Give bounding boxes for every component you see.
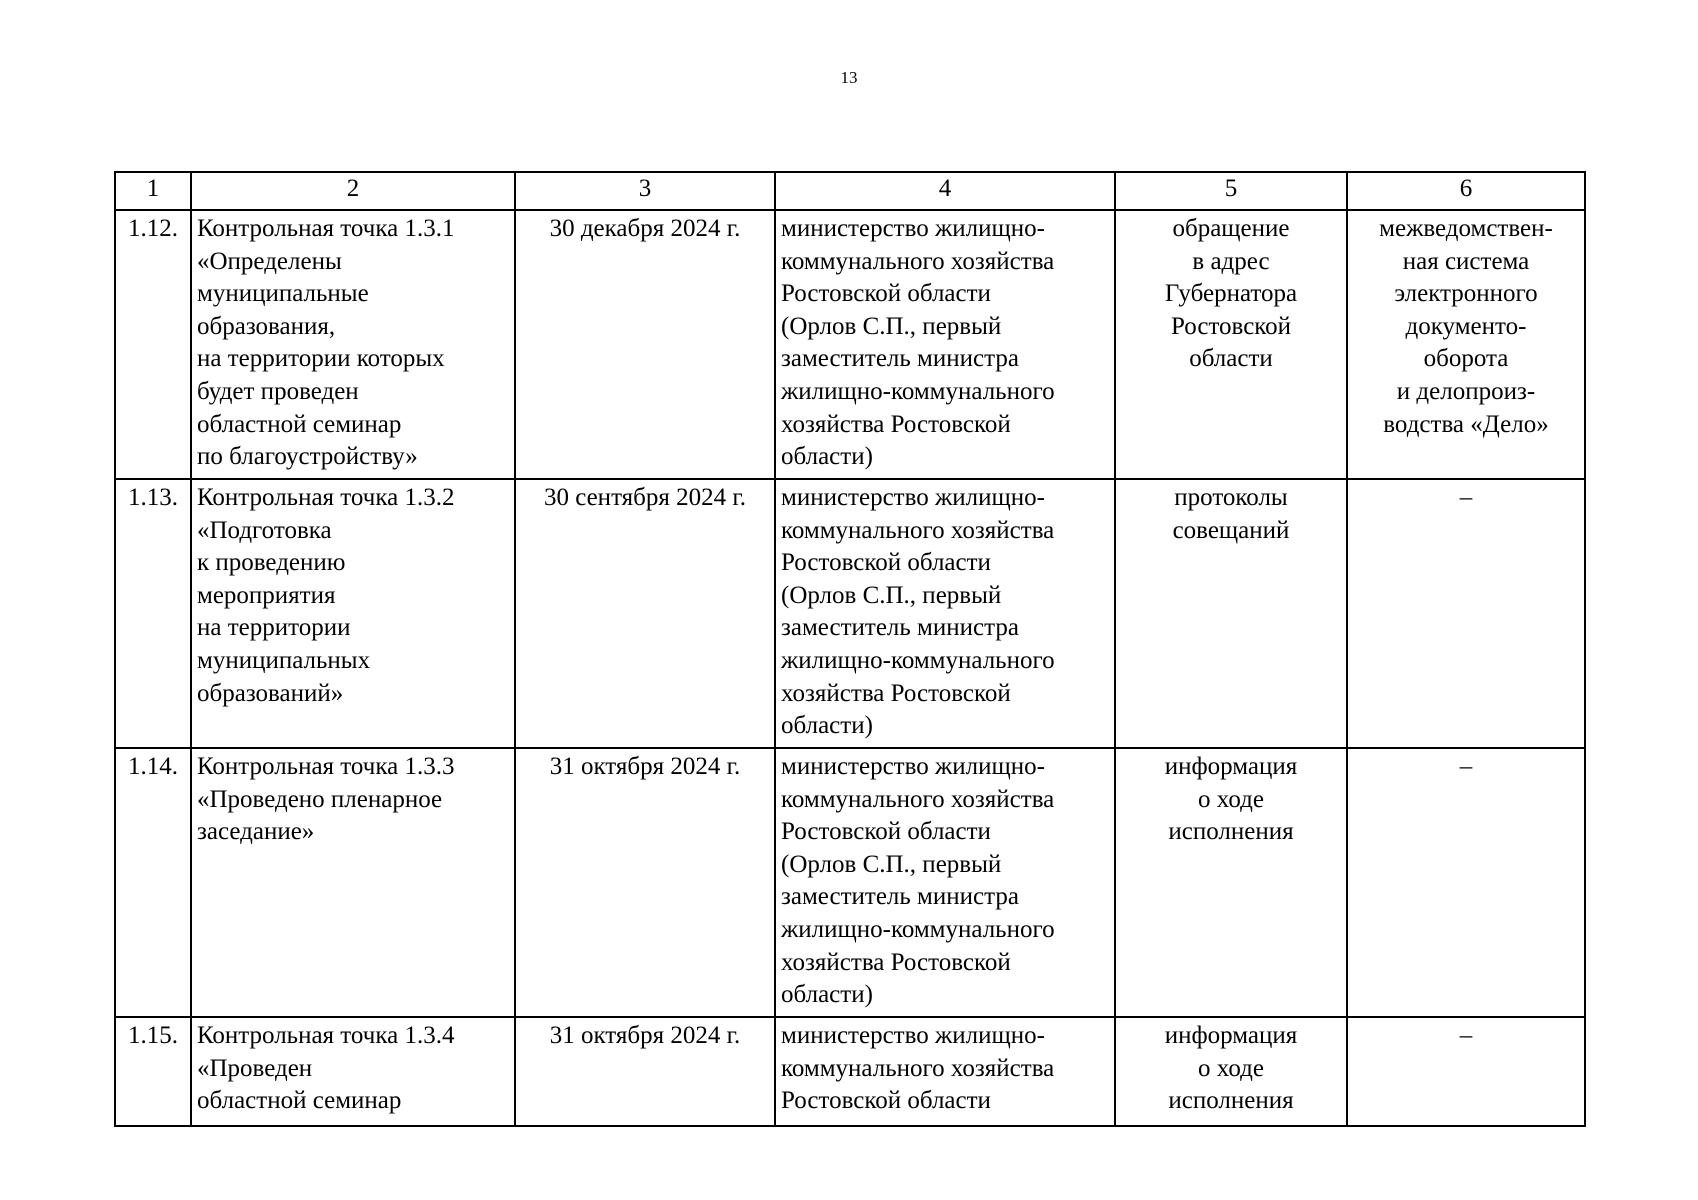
column-header: 6 (1347, 172, 1585, 210)
cell-text-line: документо- (1405, 312, 1527, 340)
deadline-cell: 30 декабря 2024 г. (515, 210, 775, 479)
info-system-cell (1347, 210, 1585, 479)
responsible-cell (775, 210, 1115, 479)
cell-text-line: Ростовской области (781, 818, 991, 846)
cell-text-line: оборота (1423, 345, 1509, 373)
cell-text-line: области (1189, 345, 1273, 373)
row-number-cell: 1.15. (115, 1017, 191, 1126)
cell-text-line: коммунального хозяйства (781, 1054, 1055, 1082)
cell-text-line: информация (1164, 753, 1298, 780)
cell-text-line: заместитель министра (781, 883, 1019, 911)
responsible-cell (775, 748, 1115, 1017)
table-header-row (115, 172, 1585, 210)
cell-text-line: на территории (197, 614, 351, 642)
cell-text-line: протоколы (1174, 484, 1288, 511)
cell-text-line: о ходе (1198, 1054, 1264, 1082)
cell-text-line: исполнения (1168, 1087, 1294, 1115)
cell-text-line: о ходе (1198, 785, 1264, 813)
cell-text-line: обращение (1172, 215, 1290, 242)
cell-text-line: «Проведен (197, 1054, 313, 1082)
cell-text-line: – (1459, 753, 1473, 780)
control-point-name-cell (191, 479, 515, 748)
cell-text-line: коммунального хозяйства (781, 516, 1055, 544)
cell-text-line: хозяйства Ростовской (781, 679, 1011, 707)
control-points-table (114, 171, 1586, 1127)
cell-text-line: Ростовской (1170, 312, 1292, 340)
info-system-cell (1347, 479, 1585, 748)
cell-text-line: хозяйства Ростовской (781, 948, 1011, 976)
cell-text-line: Ростовской области (781, 280, 991, 308)
cell-text-line: по благоустройству» (197, 443, 418, 471)
document-type-cell (1115, 210, 1347, 479)
cell-text-line: муниципальные (197, 280, 369, 308)
row-number-cell: 1.12. (115, 210, 191, 479)
cell-text-line: и делопроиз- (1396, 377, 1536, 405)
cell-text-line: на территории которых (197, 345, 445, 373)
column-header: 4 (775, 172, 1115, 210)
cell-text-line: «Определены (197, 247, 342, 275)
cell-text-line: исполнения (1168, 818, 1294, 846)
cell-text-line: (Орлов С.П., первый (781, 581, 1002, 609)
cell-text-line: ная система (1402, 247, 1530, 275)
deadline-cell: 30 сентября 2024 г. (515, 479, 775, 748)
cell-text-line: министерство жилищно- (781, 484, 1045, 511)
cell-text-line: заседание» (197, 818, 315, 846)
cell-text-line: образований» (197, 679, 344, 707)
cell-text-line: (Орлов С.П., первый (781, 312, 1002, 340)
cell-text-line: Контрольная точка 1.3.4 (197, 1022, 455, 1049)
responsible-cell (775, 1017, 1115, 1126)
column-header: 2 (191, 172, 515, 210)
cell-text-line: области) (781, 981, 873, 1009)
column-header: 5 (1115, 172, 1347, 210)
cell-text-line: области) (781, 443, 873, 471)
cell-text-line: «Подготовка (197, 516, 332, 544)
document-type-cell (1115, 748, 1347, 1017)
info-system-cell (1347, 1017, 1585, 1126)
cell-text-line: жилищно-коммунального (781, 646, 1055, 674)
cell-text-line: Контрольная точка 1.3.1 (197, 215, 455, 242)
cell-text-line: образования, (197, 312, 336, 340)
column-header: 3 (515, 172, 775, 210)
cell-text-line: информация (1164, 1022, 1298, 1049)
cell-text-line: министерство жилищно- (781, 753, 1045, 780)
table-row (115, 479, 1585, 748)
row-number-cell: 1.14. (115, 748, 191, 1017)
row-number-cell: 1.13. (115, 479, 191, 748)
cell-text-line: министерство жилищно- (781, 215, 1045, 242)
cell-text-line: к проведению (197, 549, 346, 577)
cell-text-line: – (1459, 1022, 1473, 1049)
cell-text-line: совещаний (1172, 516, 1290, 544)
cell-text-line: заместитель министра (781, 345, 1019, 373)
cell-text-line: коммунального хозяйства (781, 785, 1055, 813)
cell-text-line: жилищно-коммунального (781, 915, 1055, 943)
cell-text-line: водства «Дело» (1383, 410, 1549, 438)
cell-text-line: межведомствен- (1379, 215, 1553, 242)
cell-text-line: электронного (1394, 280, 1538, 308)
control-point-name-cell (191, 748, 515, 1017)
cell-text-line: муниципальных (197, 646, 371, 674)
responsible-cell (775, 479, 1115, 748)
cell-text-line: областной семинар (197, 1087, 402, 1115)
table-row (115, 748, 1585, 1017)
cell-text-line: заместитель министра (781, 614, 1019, 642)
cell-text-line: в адрес (1192, 247, 1270, 275)
cell-text-line: Губернатора (1164, 280, 1298, 308)
cell-text-line: министерство жилищно- (781, 1022, 1045, 1049)
cell-text-line: – (1459, 484, 1473, 511)
control-point-name-cell (191, 210, 515, 479)
deadline-cell: 31 октября 2024 г. (515, 748, 775, 1017)
cell-text-line: коммунального хозяйства (781, 247, 1055, 275)
document-type-cell (1115, 1017, 1347, 1126)
cell-text-line: Контрольная точка 1.3.3 (197, 753, 455, 780)
cell-text-line: Ростовской области (781, 549, 991, 577)
control-point-name-cell (191, 1017, 515, 1126)
cell-text-line: жилищно-коммунального (781, 377, 1055, 405)
cell-text-line: Ростовской области (781, 1087, 991, 1115)
cell-text-line: области) (781, 712, 873, 740)
cell-text-line: будет проведен (197, 377, 359, 405)
info-system-cell (1347, 748, 1585, 1017)
cell-text-line: хозяйства Ростовской (781, 410, 1011, 438)
cell-text-line: Контрольная точка 1.3.2 (197, 484, 455, 511)
cell-text-line: областной семинар (197, 410, 402, 438)
column-header: 1 (115, 172, 191, 210)
cell-text-line: мероприятия (197, 581, 336, 609)
page-number: 13 (840, 68, 858, 87)
table-row (115, 210, 1585, 479)
cell-text-line: (Орлов С.П., первый (781, 850, 1002, 878)
cell-text-line: «Проведено пленарное (197, 785, 443, 813)
deadline-cell: 31 октября 2024 г. (515, 1017, 775, 1126)
document-type-cell (1115, 479, 1347, 748)
table-row (115, 1017, 1585, 1126)
